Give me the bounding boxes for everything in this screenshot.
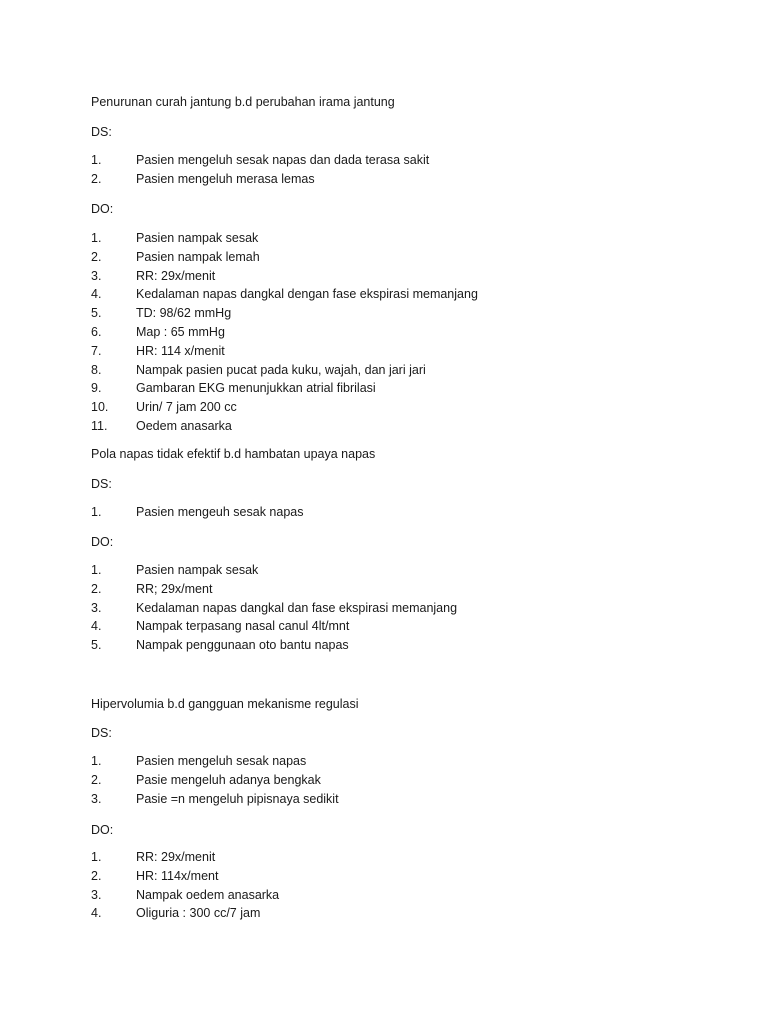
section-1-ds-label: DS:: [91, 125, 112, 139]
section-2-ds-label: DS:: [91, 477, 112, 491]
section-3-ds-label: DS:: [91, 726, 112, 740]
section-3-title: Hipervolumia b.d gangguan mekanisme regulasi: [91, 697, 359, 711]
section-3-do-label: DO:: [91, 823, 114, 837]
section-2-title: Pola napas tidak efektif b.d hambatan upaya napas: [91, 447, 376, 461]
document-page: Penurunan curah jantung b.d perubahan irama jantung DS: 1. Pasien mengeluh sesak napas dan dada terasa sakit 2. Pasien mengeluh merasa lemas DO: 1. Pasien nampak sesak 2. Pasien nampak lemah 3. RR: 29x/menit 4. Kedalaman napas dangkal dengan fase ekspirasi memanjang 5. TD: 98/62 mmHg 6. Map : 65 mmHg 7. HR: 114 x/menit 8. Nampak pasien pucat pada kuku, wajah, dan jari jari 9. Gambaran EKG menunjukkan atrial fibrilasi 10. Urin/ 7 jam 200 cc 11. Oedem anasarka Pola napas tidak efektif b.d hambatan upaya napas DS: 1. Pasien mengeuh sesak napas DO: 1. Pasien nampak sesak 2. RR; 29x/ment 3. Kedalaman napas dangkal dan fase ekspirasi memanjang 4. Nampak terpasang nasal canul 4lt/mnt 5. Nampak penggunaan oto bantu napas Hipervolumia b.d gangguan mekanisme regulasi DS: 1. Pasien mengeluh sesak napas 2. Pasie mengeluh adanya bengkak 3. Pasie =n mengeluh pipisnaya sedikit DO: 1. RR: 29x/menit 2. HR: 114x/ment 3. Nampak oedem anasarka 4. Oliguria : 300 cc/7 jam: [91, 95, 478, 921]
section-1-title: Penurunan curah jantung b.d perubahan irama jantung: [91, 95, 395, 109]
section-2-do-label: DO:: [91, 535, 114, 549]
section-1-do-label: DO:: [91, 202, 114, 216]
